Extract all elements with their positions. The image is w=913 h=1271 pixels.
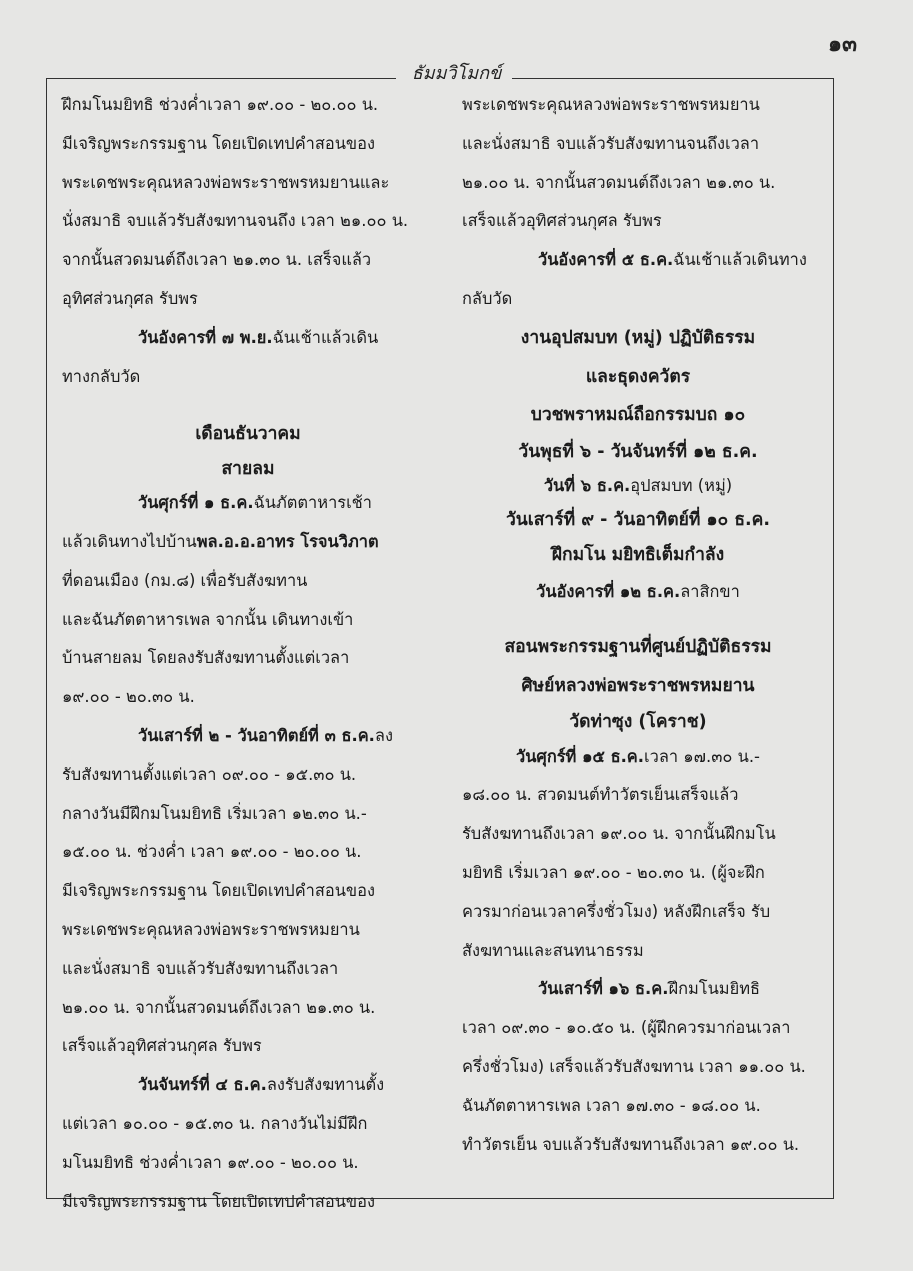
text-line: ทำวัตรเย็น จบแล้วรับสังฆทานถึงเวลา ๑๙.๐๐ น. (462, 1134, 800, 1154)
text-line: มีเจริญพระกรรมฐาน โดยเปิดเทปคำสอนของ (62, 1191, 375, 1211)
date-label: วันอังคารที่ ๗ พ.ย. (138, 327, 273, 347)
text-line: ฉันภัตตาหารเพล เวลา ๑๗.๓๐ - ๑๘.๐๐ น. (462, 1095, 761, 1115)
section-heading: และธุดงควัตร (585, 366, 691, 387)
date-label: วันศุกร์ที่ ๑ ธ.ค. (138, 493, 254, 513)
frame-top-rule-left (46, 78, 396, 79)
text-line: ครึ่งชั่วโมง) เสร็จแล้วรับสังฆทาน เวลา ๑๑.๐๐ น. (462, 1056, 806, 1076)
date-entry-line: วันจันทร์ที่ ๔ ธ.ค.ลงรับสังฆทานตั้ง (62, 1066, 434, 1105)
text-line: มีเจริญพระกรรมฐาน โดยเปิดเทปคำสอนของ (62, 133, 375, 153)
running-header-title: ธัมมวิโมกข์ (411, 63, 502, 84)
text-line: แต่เวลา ๑๐.๐๐ - ๑๕.๓๐ น. กลางวันไม่มีฝึก (62, 1113, 368, 1133)
text-line: กลับวัด (462, 288, 513, 308)
section-heading: บวชพราหมณ์ถือกรรมบถ ๑๐ (530, 405, 746, 426)
date-entry-line: วันอังคารที่ ๑๒ ธ.ค.ลาสิกขา (462, 573, 814, 612)
date-entry-line: วันอังคารที่ ๗ พ.ย. ฉันเช้าแล้วเดิน (62, 319, 434, 358)
text-line: ควรมาก่อนเวลาครึ่งชั่วโมง) หลังฝึกเสร็จ รับ (462, 901, 771, 921)
text-line: ๑๙.๐๐ - ๒๐.๓๐ น. (62, 687, 195, 707)
text-line: ๒๑.๐๐ น. จากนั้นสวดมนต์ถึงเวลา ๒๑.๓๐ น. (62, 997, 376, 1017)
text-line: และนั่งสมาธิ จบแล้วรับสังฆทานถึงเวลา (62, 958, 339, 978)
date-label: วันอังคารที่ ๕ ธ.ค. (538, 250, 674, 270)
text-line: มโนมยิทธิ ช่วงค่ำเวลา ๑๙.๐๐ - ๒๐.๐๐ น. (62, 1152, 359, 1172)
text-line: มีเจริญพระกรรมฐาน โดยเปิดเทปคำสอนของ (62, 881, 375, 901)
date-entry-line: วันศุกร์ที่ ๑๕ ธ.ค.เวลา ๑๗.๓๐ น.- (462, 738, 814, 777)
text-line: ฝึกมโนมยิทธิ ช่วงค่ำเวลา ๑๙.๐๐ - ๒๐.๐๐ น. (62, 95, 379, 114)
text-line: กลางวันมีฝึกมโนมยิทธิ เริ่มเวลา ๑๒.๓๐ น.- (62, 803, 367, 823)
section-heading: ศิษย์หลวงพ่อพระราชพรหมยาน (521, 675, 755, 696)
text-line: พระเดชพระคุณหลวงพ่อพระราชพรหมยานและ (62, 172, 390, 192)
text-line: ๑๕.๐๐ น. ช่วงค่ำ เวลา ๑๙.๐๐ - ๒๐.๐๐ น. (62, 842, 362, 862)
text-line: พระเดชพระคุณหลวงพ่อพระราชพรหมยาน (62, 919, 360, 939)
date-entry-line: วันศุกร์ที่ ๑ ธ.ค.ฉันภัตตาหารเช้า (62, 484, 434, 523)
frame-top-rule-right (512, 78, 833, 79)
text-line: เสร็จแล้วอุทิศส่วนกุศล รับพร (462, 211, 662, 231)
section-heading: วันเสาร์ที่ ๙ - วันอาทิตย์ที่ ๑๐ ธ.ค. (505, 510, 771, 531)
section-heading: เดือนธันวาคม (195, 424, 301, 445)
date-entry-line: วันอังคารที่ ๕ ธ.ค. ฉันเช้าแล้วเดินทาง (462, 241, 814, 280)
text-line: อุทิศส่วนกุศล รับพร (62, 288, 198, 308)
section-heading: งานอุปสมบท (หมู่) ปฏิบัติธรรม (520, 327, 756, 348)
text-line: สังฆทานและสนทนาธรรม (462, 940, 644, 960)
date-label: วันเสาร์ที่ ๒ - วันอาทิตย์ที่ ๓ ธ.ค. (138, 725, 375, 745)
date-label: วันอังคารที่ ๑๒ ธ.ค. (536, 582, 681, 602)
right-column (462, 86, 814, 1164)
text-line: จากนั้นสวดมนต์ถึงเวลา ๒๑.๓๐ น. เสร็จแล้ว (62, 250, 372, 270)
section-heading: วันพุธที่ ๖ - วันจันทร์ที่ ๑๒ ธ.ค. (518, 442, 758, 463)
text-line: พระเดชพระคุณหลวงพ่อพระราชพรหมยาน (462, 95, 760, 114)
page-number: ๑๓ (827, 32, 857, 57)
section-heading: สอนพระกรรมฐานที่ศูนย์ปฏิบัติธรรม (504, 636, 772, 657)
section-heading: วัดท่าซุง (โคราช) (569, 711, 707, 732)
text-line: และนั่งสมาธิ จบแล้วรับสังฆทานจนถึงเวลา (462, 133, 760, 153)
text-line: แล้วเดินทางไปบ้านพล.อ.อ.อาทร โรจนวิภาต (62, 523, 434, 562)
left-column (62, 86, 434, 1221)
text-line: บ้านสายลม โดยลงรับสังฆทานตั้งแต่เวลา (62, 648, 350, 668)
text-line: ๑๘.๐๐ น. สวดมนต์ทำวัตรเย็นเสร็จแล้ว (462, 785, 739, 805)
text-line: รับสังฆทานตั้งแต่เวลา ๐๙.๐๐ - ๑๕.๓๐ น. (62, 764, 357, 784)
text-line: ทางกลับวัด (62, 366, 141, 386)
text-line: ที่ดอนเมือง (กม.๘) เพื่อรับสังฆทาน (62, 570, 308, 590)
date-label: วันเสาร์ที่ ๑๖ ธ.ค. (538, 979, 669, 999)
text-line: ๒๑.๐๐ น. จากนั้นสวดมนต์ถึงเวลา ๒๑.๓๐ น. (462, 172, 776, 192)
date-label: วันศุกร์ที่ ๑๕ ธ.ค. (516, 746, 645, 766)
date-entry-line: วันเสาร์ที่ ๑๖ ธ.ค.ฝึกมโนมยิทธิ (462, 970, 814, 1009)
text-line: นั่งสมาธิ จบแล้วรับสังฆทานจนถึง เวลา ๒๑.๐๐ น. (62, 211, 409, 231)
section-heading: ฝึกมโน มยิทธิเต็มกำลัง (551, 545, 725, 566)
text-line: และฉันภัตตาหารเพล จากนั้น เดินทางเข้า (62, 609, 354, 629)
date-label: วันที่ ๖ ธ.ค. (543, 476, 631, 496)
date-entry-line: วันที่ ๖ ธ.ค.อุปสมบท (หมู่) (462, 469, 814, 503)
person-name: พล.อ.อ.อาทร โรจนวิภาต (196, 531, 379, 551)
date-label: วันจันทร์ที่ ๔ ธ.ค. (138, 1075, 267, 1095)
text-line: รับสังฆทานถึงเวลา ๑๙.๐๐ น. จากนั้นฝึกมโน (462, 824, 776, 844)
text-line: เสร็จแล้วอุทิศส่วนกุศล รับพร (62, 1036, 262, 1056)
text-line: เวลา ๐๙.๓๐ - ๑๐.๕๐ น. (ผู้ฝึกควรมาก่อนเวลา (462, 1018, 791, 1038)
section-subheading: สายลม (221, 459, 275, 480)
date-entry-line: วันเสาร์ที่ ๒ - วันอาทิตย์ที่ ๓ ธ.ค.ลง (62, 717, 434, 756)
text-line: มยิทธิ เริ่มเวลา ๑๙.๐๐ - ๒๐.๓๐ น. (ผู้จะฝึก (462, 862, 765, 882)
